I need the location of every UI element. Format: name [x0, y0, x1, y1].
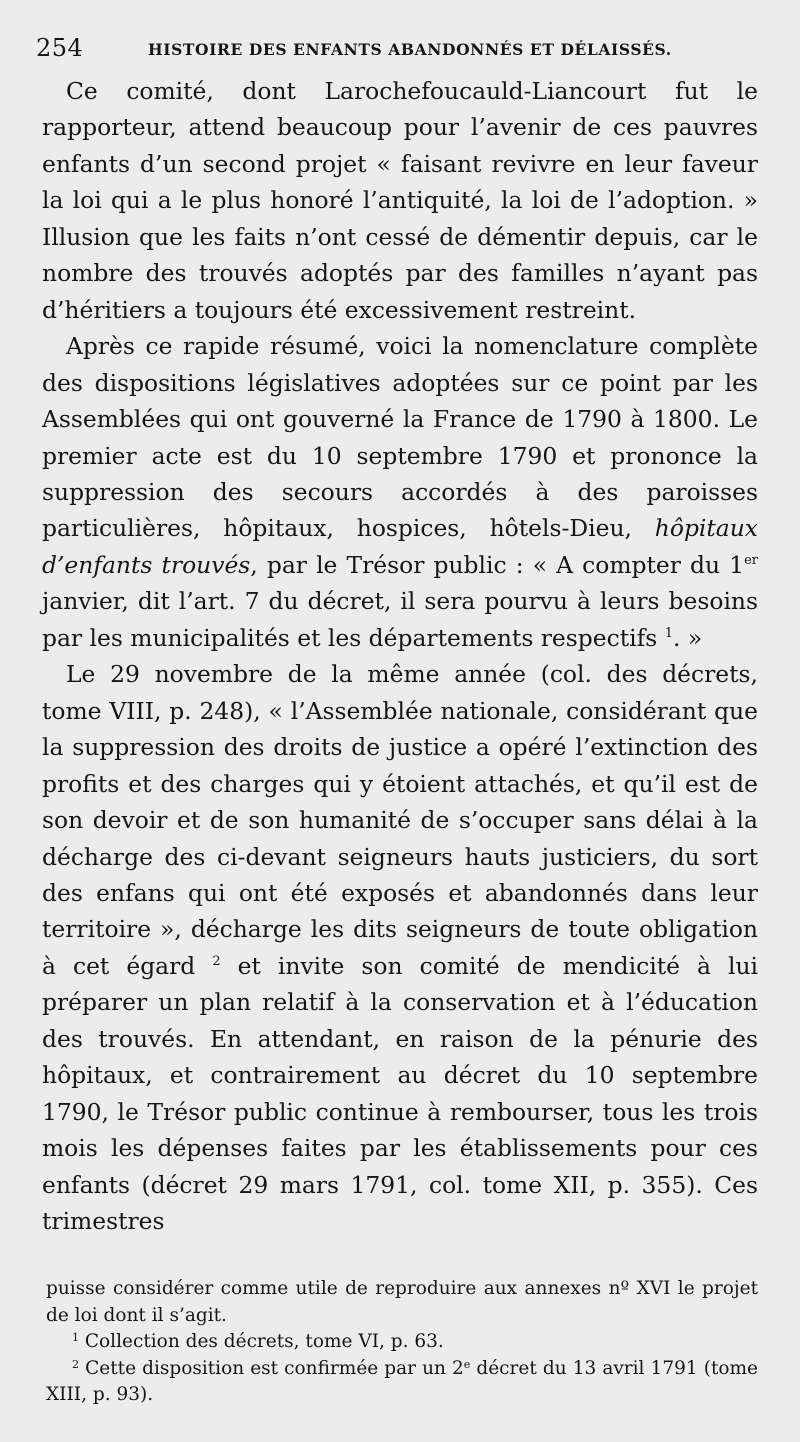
page-header [36, 30, 760, 70]
footnote-2-ordinal: e [463, 1357, 471, 1371]
paragraph-1: Ce comité, dont Larochefoucauld-Liancourt fut le rapporteur, attend beaucoup pour l’avenir de ces pauvres enfants d’un second projet « faisant revivre en leur faveur la loi qui a le plus honoré l’antiquité, la loi de l’adoption. » Illusion que les faits n’ont cessé de démentir depuis, car le nombre des trouvés adoptés par des familles n’ayant pas d’héritiers a toujours été excessivement restreint. [42, 77, 758, 324]
paragraph-3-text-a: Le 29 novembre de la même année (col. des décrets, tome VIII, p. 248), « l’Assemblée nationale, considérant que la suppression des droits de justice a opéré l’extinction des profits et des charges qui y étoient attachés, et qu’il est de son devoir et de son humanité de s’occuper sans délai à la décharge des ci-devant seigneurs hauts justiciers, du sort des enfans qui ont été exposés et abandonnés dans leur territoire », décharge les dits seigneurs de toute obligation à cet égard [42, 660, 758, 980]
footnote-continuation: puisse considérer comme utile de reproduire aux annexes nº XVI le projet de loi dont il s’agit. [46, 1278, 758, 1326]
footnote-1 [46, 1329, 758, 1356]
footnote-1-mark: 1 [72, 1331, 79, 1344]
paragraph-2-text-d: . » [672, 623, 703, 652]
footnote-ref-1: 1 [664, 625, 673, 641]
footnote-2 [46, 1356, 758, 1409]
paragraph-3 [42, 656, 758, 1239]
page-number: 254 [36, 34, 84, 62]
paragraph-3-text-b: et invite son comité de mendicité à lui préparer un plan relatif à la conservation et à l’éducation des trouvés. En attendant, en raison de la pénurie des hôpitaux, et contrairement au décret du 10 septembre 1790, le Trésor public continue à rembourser, tous les trois mois les dépenses faites par les établissements pour ces enfants (décret 29 mars 1791, col. tome XII, p. 355). Ces trimestres [42, 951, 758, 1236]
footnote-2-mark: 2 [72, 1357, 79, 1371]
footnote-1-text: Collection des décrets, tome VI, p. 63. [84, 1331, 444, 1352]
paragraph-2 [42, 328, 758, 656]
footnote-ref-2: 2 [212, 953, 221, 969]
paragraph-2-text-a: Après ce rapide résumé, voici la nomenclature complète des dispositions législatives adoptées sur ce point par les Assemblées qui ont gouverné la France de 1790 à 1800. Le premier acte est du 10 septembre 1790 et prononce la suppression des secours accordés à des paroisses particulières, hôpitaux, hospices, hôtels-Dieu, [42, 332, 758, 543]
ordinal-superscript: er [744, 552, 758, 568]
main-text [42, 73, 758, 1240]
paragraph-2-italic: hôpitaux d’enfants trouvés [42, 514, 758, 579]
footnote-2-text-a: Cette disposition est confirmée par un 2 [85, 1357, 464, 1379]
paragraph-2-text-b: , par le Trésor public : « A compter du 1 [250, 550, 745, 579]
footnote-2-text-b: décret du 13 avril 1791 (tome XIII, p. 93). [46, 1357, 759, 1405]
footnotes [46, 1276, 758, 1409]
paragraph-2-text-c: janvier, dit l’art. 7 du décret, il sera pourvu à leurs besoins par les municipalités et les départements respectifs [42, 587, 758, 652]
running-head: HISTOIRE DES ENFANTS ABANDONNÉS ET DÉLAISSÉS. [148, 40, 672, 59]
